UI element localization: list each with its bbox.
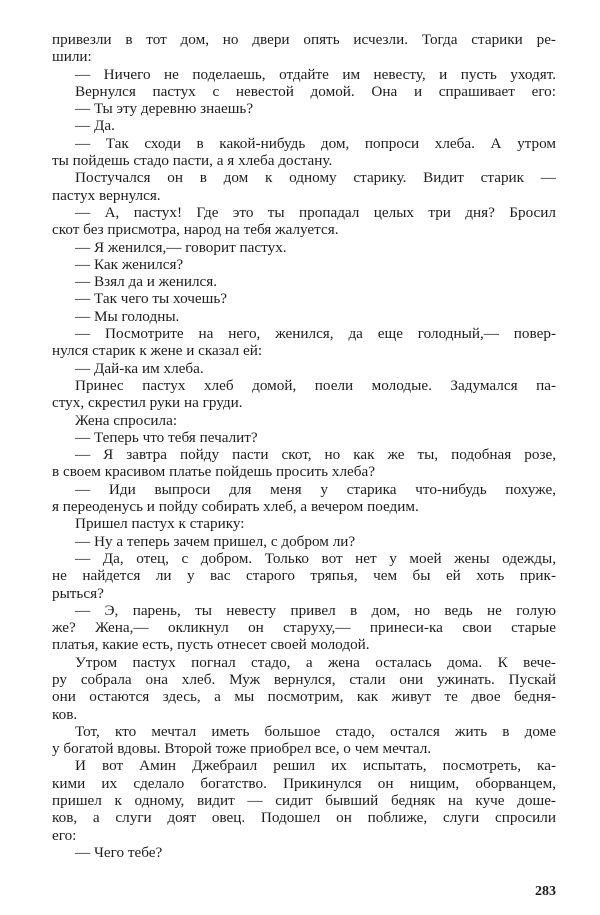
- text-line: Принес пастух хлеб домой, поели молодые. Задумался па-: [75, 376, 556, 394]
- text-line: скот без присмотра, народ на тебя жалуется.: [52, 221, 339, 239]
- text-line: в своем красивом платье пойдешь просить хлеба?: [52, 463, 376, 481]
- text-line: — Ну а теперь зачем пришел, с добром ли?: [75, 532, 356, 550]
- text-line: — Я завтра пойду пасти скот, но как же ты, подобная розе,: [75, 446, 556, 464]
- text-line: — А, пастух! Где это ты пропадал целых три дня? Бросил: [75, 203, 556, 221]
- text-line: — Мы голодны.: [75, 307, 180, 325]
- text-line: И вот Амин Джебраил решил их испытать, посмотреть, ка-: [75, 757, 556, 775]
- text-line: у богатой вдовы. Второй тоже приобрел все, о чем мечтал.: [52, 740, 432, 758]
- text-line: не найдется ли у вас старого тряпья, чем бы ей хоть прик-: [52, 567, 556, 585]
- text-line: платья, какие есть, пусть отнесет своей молодой.: [52, 636, 370, 654]
- text-line: шили:: [52, 48, 92, 66]
- text-line: Тот, кто мечтал иметь большое стадо, остался жить в доме: [75, 722, 556, 740]
- text-line: они остаются здесь, а мы посмотрим, как живут те двое бедня-: [52, 688, 556, 706]
- text-line: — Так чего ты хочешь?: [75, 290, 228, 308]
- text-line: Пришел пастух к старику:: [75, 515, 245, 533]
- text-line: — Дай-ка им хлеба.: [75, 359, 204, 377]
- text-line: его:: [52, 826, 77, 844]
- text-line: Постучался он в дом к одному старику. Видит старик —: [75, 169, 556, 187]
- page-text: [52, 31, 556, 861]
- text-line: — Чего тебе?: [75, 843, 163, 861]
- text-line: ру собрала она хлеб. Муж вернулся, стали они ужинать. Пускай: [52, 670, 556, 688]
- text-line: кими их сделало богатство. Прикинулся он нищим, оборванцем,: [52, 774, 556, 792]
- text-line: нулся старик к жене и сказал ей:: [52, 342, 263, 360]
- text-line: — Да, отец, с добром. Только вот нет у моей жены одежды,: [75, 549, 556, 567]
- text-line: же? Жена,— окликнул он старуху,— принеси-ка свои старые: [52, 619, 556, 637]
- text-line: — Ничего не поделаешь, отдайте им невесту, и пусть уходят.: [75, 65, 556, 83]
- text-line: — Взял да и женился.: [75, 273, 218, 291]
- text-line: ков.: [52, 705, 78, 723]
- text-line: — Как женился?: [75, 255, 184, 273]
- text-line: — Иди выпроси для меня у старика что-нибудь похуже,: [75, 480, 556, 498]
- text-line: пришел к одному, видит — сидит бывший бедняк на куче доше-: [52, 792, 556, 810]
- text-line: рыться?: [52, 584, 104, 602]
- text-line: — Ты эту деревню знаешь?: [75, 100, 254, 118]
- text-line: — Да.: [75, 117, 115, 135]
- text-line: — Э, парень, ты невесту привел в дом, но ведь не голую: [75, 601, 556, 619]
- text-line: Утром пастух погнал стадо, а жена осталась дома. К вече-: [75, 653, 556, 671]
- text-line: ты пойдешь стадо пасти, а я хлеба достану.: [52, 152, 333, 170]
- text-line: стух, скрестил руки на груди.: [52, 394, 243, 412]
- text-line: Жена спросила:: [75, 411, 178, 429]
- text-line: Вернулся пастух с невестой домой. Она и спрашивает его:: [75, 82, 556, 100]
- text-line: пастух вернулся.: [52, 186, 161, 204]
- text-line: — Теперь что тебя печалит?: [75, 428, 258, 446]
- text-line: — Так сходи в какой-нибудь дом, попроси хлеба. А утром: [75, 134, 556, 152]
- page-number: 283: [535, 884, 556, 899]
- text-line: — Посмотрите на него, женился, да еще голодный,— повер-: [75, 325, 556, 343]
- text-line: — Я женился,— говорит пастух.: [75, 238, 287, 256]
- text-line: я переоденусь и пойду собирать хлеб, а вечером поедим.: [52, 498, 419, 516]
- text-line: ков, а слуги доят овец. Подошел он поближе, слуги спросили: [52, 809, 556, 827]
- text-line: привезли в тот дом, но двери опять исчезли. Тогда старики ре-: [52, 31, 556, 48]
